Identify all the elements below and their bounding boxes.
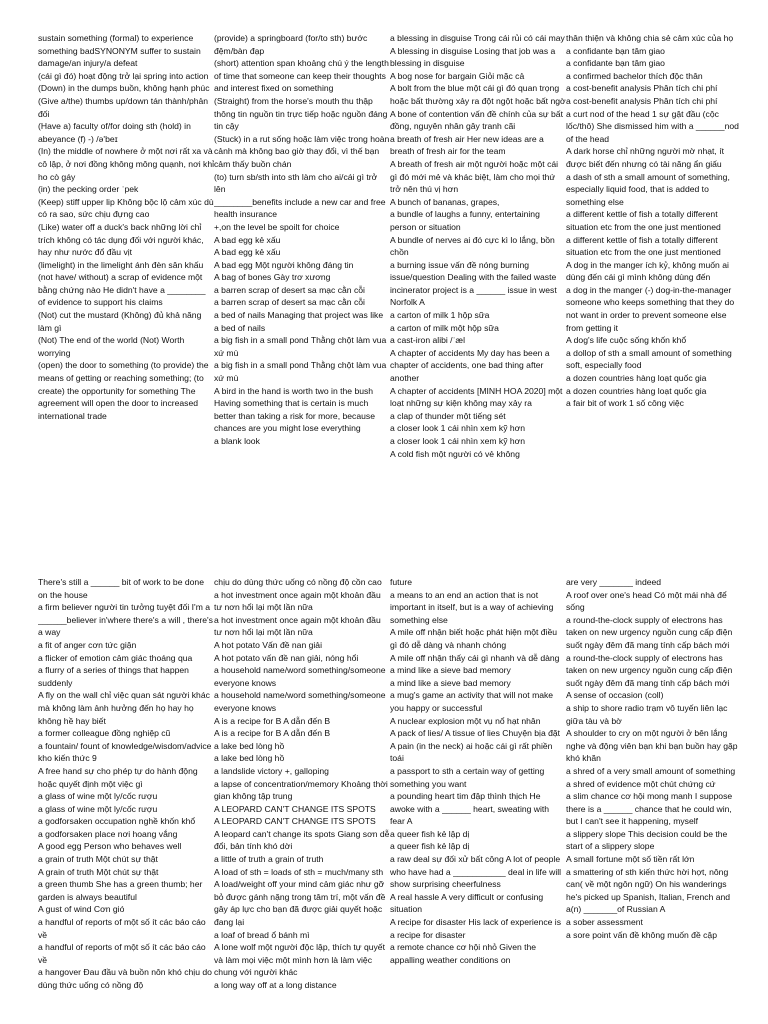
vocab-entry: A nuclear explosion một vụ nổ hạt nhân	[390, 715, 541, 726]
vocab-entry: a flicker of emotion cảm giác thoáng qua	[38, 652, 193, 663]
vocab-entry: A grain of truth Một chút sự thật	[38, 866, 159, 877]
vocab-entry: a ship to shore radio trạm vô tuyến liên lạc giữa tàu và bờ	[566, 702, 728, 726]
vocab-entry: a closer look 1 cái nhìn xem kỹ hơn	[390, 423, 526, 434]
vocab-entry: (to) turn sb/sth into sth làm cho ai/cái gì trở lên	[214, 171, 378, 195]
column-bottom-4	[566, 576, 742, 1024]
vocab-entry: A good egg Person who behaves well	[38, 841, 182, 852]
vocab-entry: A real hassle A very difficult or confusing situation	[390, 891, 544, 915]
vocab-entry: A roof over one's head Có một mái nhà để sống	[566, 589, 727, 613]
vocab-entry: a barren scrap of desert sa mạc cằn cỗi	[214, 284, 365, 295]
vocab-entry: (open) the door to something (to provide) the means of getting or reaching something; (to create) the opportunity for something The agreement will open the door to increased international trade	[38, 360, 209, 421]
vocab-entry: a dozen countries hàng loạt quốc gia	[566, 373, 707, 384]
vocab-entry: a dash of sth a small amount of something, especially liquid food, that is added to something else	[566, 171, 730, 207]
vocab-entry: (Not) The end of the world (Not) Worth worrying	[38, 335, 185, 358]
vocab-entry: a queer fish kẻ lập dị	[390, 841, 470, 852]
vocab-entry: a long way off at a long distance	[214, 980, 337, 990]
vocab-entry: A bunch of bananas, grapes,	[390, 196, 500, 207]
vocab-entry: A hot potato Vấn đề nan giải	[214, 639, 322, 650]
vocab-entry: A load/weight off your mind cảm giác như gỡ bỏ được gánh nặng trong tâm trí, một vấn đề gây áp lực cho bạn đã được giải quyết hoặc đang lại	[214, 879, 386, 928]
vocab-entry: A small fortune một số tiền rất lớn	[566, 854, 695, 865]
vocab-entry: A gust of wind Cơn gió	[38, 904, 125, 915]
vocab-entry: a queer fish kẻ lập dị	[390, 828, 470, 839]
column-top-3	[390, 32, 566, 512]
vocab-entry: There's still a ______ bit of work to be done on the house	[38, 577, 204, 600]
vocab-entry: a passport to sth a certain way of getting something you want	[390, 765, 545, 789]
vocab-entry: a glass of wine một ly/cốc rượu	[38, 803, 158, 814]
vocab-entry: A leopard can't change its spots Giang sơn dễ đổi, bản tính khó dời	[214, 828, 390, 852]
vocab-entry: sustain something (formal) to experience something badSYNONYM suffer to sustain damage/an injury/a defeat	[38, 33, 201, 69]
vocab-entry: a lake bed lòng hồ	[214, 740, 285, 751]
column-top-2	[214, 32, 390, 512]
vocab-entry: a godforsaken occupation nghề khốn khổ	[38, 816, 196, 827]
vocab-entry: A chapter of accidents My day has been a chapter of accidents, one bad thing after another	[390, 347, 550, 384]
vocab-entry: A is a recipe for B A dẫn đến B	[214, 715, 331, 726]
vocab-entry: (Not) cut the mustard (Không) đủ khả năng làm gì	[38, 310, 202, 333]
vocab-entry: A hot potato vấn đề nan giải, nóng hổi	[214, 652, 359, 663]
vocab-entry: a mind like a sieve bad memory	[390, 665, 511, 676]
vocab-entry: A blessing in disguise Losing that job was a blessing in disguise	[390, 45, 556, 69]
vocab-entry: A bad egg kẻ xấu	[214, 234, 281, 245]
vocab-entry: A dog in the manger ích kỷ, không muốn ai dùng đến cái gì mình không dùng đến	[566, 259, 729, 283]
column-bottom-3	[390, 576, 566, 1024]
vocab-entry: a smattering of sth kiến thức hời hợt, nông can( về một ngôn ngữ) On his wanderings he's picked up Spanish, Italian, French and a(n) _______of Russian A	[566, 866, 731, 915]
vocab-entry: a mind like a sieve bad memory	[390, 677, 511, 688]
vocab-entry: A dog's life cuộc sống khốn khổ	[566, 335, 687, 346]
vocab-entry: (Stuck) in a rut sống hoặc làm việc trong hoàn cảnh mà không bao giờ thay đổi, vì thế bạn cảm thấy buồn chán	[214, 133, 390, 169]
vocab-entry: a different kettle of fish a totally different situation etc from the one just mentioned	[566, 209, 721, 232]
vocab-entry: A lone wolf một người độc lập, thích tự quyết và làm mọi việc một mình hơn là làm việc chung với người khác	[214, 942, 385, 978]
vocab-entry: A bird in the hand is worth two in the bush Having something that is certain is much better than taking a risk for more, because chances are you might lose everything	[214, 385, 375, 434]
vocab-entry: a green thumb She has a green thumb; her garden is always beautiful	[38, 879, 203, 902]
vocab-entry: (limelight) in the limelight ánh đèn sân khấu	[38, 259, 204, 270]
vocab-entry: a blank look	[214, 436, 260, 446]
vocab-entry: a pounding heart tim đập thình thịch He awoke with a ______ heart, sweating with fear A	[390, 791, 550, 827]
vocab-entry: A bolt from the blue một cái gì đó quan trọng hoặc bất thường xảy ra đột ngột hoặc bất ngờ	[390, 83, 566, 106]
vocab-entry: A sense of occasion (coll)	[566, 690, 664, 701]
vocab-entry: a hangover Đau đầu và buồn nôn khó chịu do dùng thức uống có nồng độ	[38, 967, 212, 990]
vocab-entry: a different kettle of fish a totally different situation etc from the one just mentioned	[566, 234, 721, 258]
vocab-entry: (Give a/the) thumbs up/down tán thành/phản đối	[38, 95, 209, 119]
top-section	[0, 32, 768, 512]
vocab-entry: a dollop of sth a small amount of something soft, especially food	[566, 347, 732, 371]
vocab-entry: A bad egg kẻ xấu	[214, 247, 281, 258]
vocab-entry: a glass of wine một ly/cốc rượu	[38, 791, 158, 802]
vocab-entry: a former colleague đồng nghiệp cũ	[38, 728, 171, 739]
vocab-entry: a shred of a very small amount of something	[566, 765, 736, 776]
vocab-entry: (not have/ without) a scrap of evidence một bằng chứng nào He didn't have a ________ of evidence to support his claims	[38, 272, 206, 308]
vocab-entry: a confirmed bachelor thích độc thân	[566, 70, 703, 81]
vocab-entry: are very _______ indeed	[566, 577, 662, 587]
vocab-entry: a round-the-clock supply of electrons has taken on new urgency nguồn cung cấp điện suốt ngày đêm đã mang tính cấp bách mới	[566, 614, 733, 650]
vocab-entry: a sober assessment	[566, 917, 643, 928]
vocab-entry: A cold fish một người có vẻ không	[390, 448, 520, 459]
vocab-entry: a hot investment once again một khoản đầu tư nơn hổi lại một lần nữa	[214, 614, 381, 638]
vocab-entry: A mile off nhận thấy cái gì nhanh và dễ dàng	[390, 652, 560, 663]
vocab-entry: a round-the-clock supply of electrons has taken on new urgency nguồn cung cấp điện suốt ngày đêm đã mang tính cấp bách mới	[566, 652, 733, 688]
vocab-entry: a handful of reports of một số ít các báo cáo về	[38, 942, 206, 965]
vocab-entry: (Keep) stiff upper lip Không bộc lộ cảm xúc dù có ra sao, sức chịu đựng cao	[38, 196, 214, 220]
column-top-1	[38, 32, 214, 512]
vocab-entry: thân thiện và không chia sẻ cảm xúc của họ	[566, 33, 734, 43]
vocab-entry: (in) the pecking order ˈpek	[38, 184, 139, 195]
vocab-entry: a big fish in a small pond Thằng chột làm vua xứ mù	[214, 360, 387, 384]
vocab-entry: a breath of fresh air Her new ideas are a breath of fresh air for the team	[390, 133, 544, 157]
vocab-entry: (Have a) faculty of/for doing sth (hold) in abeyance (f) -) /ə'beɪ	[38, 121, 191, 144]
vocab-entry: a hot investment once again một khoản đầu tư nơn hổi lại một lần nữa	[214, 589, 381, 613]
vocab-entry: future	[390, 577, 412, 587]
vocab-entry: a cost-benefit analysis Phân tích chi phí	[566, 83, 718, 94]
vocab-entry: a remote chance cơ hội nhỏ Given the appalling weather conditions on	[390, 942, 537, 965]
vocab-entry: a flurry of a series of things that happen suddenly	[38, 665, 189, 688]
vocab-entry: A mile off nhận biết hoặc phát hiện một điều gì đó dễ dàng và nhanh chóng	[390, 627, 558, 650]
vocab-entry: a cost-benefit analysis Phân tích chi phí	[566, 95, 718, 106]
vocab-entry: A pain (in the neck) ai hoặc cái gì rất phiền toái	[390, 740, 553, 764]
vocab-entry: A bone of contention vấn đề chính của sự bất đồng, nguyên nhân gây tranh cãi	[390, 108, 563, 132]
vocab-entry: a bed of nails Managing that project was like a bed of nails	[214, 310, 384, 333]
vocab-entry: A shoulder to cry on một người ở bên lắng nghe và động viên bạn khi bạn buồn hay gặp khó khăn	[566, 728, 738, 764]
vocab-entry: A bad egg Một người không đáng tin	[214, 259, 354, 270]
vocab-entry: (Like) water off a duck's back những lời chỉ trích không có tác dụng đối với người khác, hay như nước đổ đầu vịt	[38, 221, 204, 258]
vocab-entry: a barren scrap of desert sa mạc cằn cỗi	[214, 297, 365, 308]
vocab-entry: chịu do dùng thức uống có nồng độ cồn cao	[214, 577, 382, 587]
vocab-entry: A free hand sự cho phép tự do hành động hoặc quyết định một việc gì	[38, 765, 198, 789]
vocab-entry: a burning issue vấn đề nóng burning issue/question Dealing with the failed waste incinerator project is a ______ issue in west Norfolk A	[390, 259, 557, 308]
vocab-entry: a curt nod of the head 1 sự gật đầu (cộc lốc/thô) She dismissed him with a ______nod of the head	[566, 108, 739, 144]
vocab-entry: +,on the level be spoilt for choice	[214, 221, 340, 232]
vocab-entry: a dog in the manger (-) dog-in-the-manager someone who keeps something that they do not want in order to prevent someone else from getting it	[566, 284, 735, 333]
vocab-entry: a fit of anger cơn tức giận	[38, 639, 137, 650]
vocab-entry: (short) attention span khoảng chú ý the length of time that someone can keep their thoughts and interest fixed on something	[214, 58, 389, 94]
column-top-4	[566, 32, 742, 512]
column-bottom-1	[38, 576, 214, 1024]
column-bottom-2	[214, 576, 390, 1024]
vocab-entry: a mug's game an activity that will not make you happy or successful	[390, 690, 554, 713]
vocab-entry: a big fish in a small pond Thằng chột làm vua xứ mù	[214, 335, 387, 358]
vocab-entry: a firm believer người tin tưởng tuyệt đối I'm a ______believer in'where there's a will , there's a way	[38, 602, 213, 638]
vocab-entry: (Straight) from the horse's mouth thu thập thông tin nguồn tin trực tiếp hoặc nguồn đáng tin cậy	[214, 95, 388, 132]
vocab-entry: a confidante bạn tâm giao	[566, 45, 665, 56]
vocab-entry: a means to an end an action that is not important in itself, but is a way of achieving something else	[390, 589, 554, 625]
vocab-entry: ________benefits include a new car and free health insurance	[214, 196, 386, 220]
vocab-entry: a sore point vấn đề không muốn đề cập	[566, 929, 717, 940]
vocab-entry: a cast-iron alibi /ˈæl	[390, 335, 465, 346]
vocab-entry: a landslide victory +, galloping	[214, 765, 329, 776]
vocab-entry: a lapse of concentration/memory Khoảng thời gian không tập trung	[214, 778, 388, 802]
vocab-entry: A bundle of nerves ai đó cực kì lo lắng, bồn chồn	[390, 234, 555, 258]
vocab-entry: A bag of bones Gày trơ xương	[214, 272, 331, 283]
vocab-entry: (provide) a springboard (for/to sth) bước đệm/bàn đạp	[214, 33, 368, 56]
vocab-entry: (Down) in the dumps buồn, không hạnh phúc	[38, 83, 210, 94]
vocab-entry: a blessing in disguise Trong cái rủi có cái may	[390, 33, 565, 43]
vocab-entry: a handful of reports of một số ít các báo cáo về	[38, 917, 206, 940]
vocab-entry: A load of sth = loads of sth = much/many sth	[214, 866, 384, 877]
vocab-entry: a closer look 1 cái nhìn xem kỹ hơn	[390, 436, 526, 446]
vocab-entry: A recipe for disaster His lack of experience is a recipe for disaster	[390, 917, 561, 940]
bottom-section	[0, 576, 768, 1024]
vocab-entry: a shred of evidence một chút chứng cứ	[566, 778, 716, 789]
vocab-entry: A chapter of accidents [MINH HOA 2020] một loạt những sự kiện không may xảy ra	[390, 385, 563, 409]
vocab-entry: A is a recipe for B A dẫn đến B	[214, 728, 331, 739]
vocab-entry: a lake bed lòng hồ	[214, 753, 285, 764]
vocab-entry: a clap of thunder một tiếng sét	[390, 410, 506, 421]
vocab-entry: (In) the middle of nowhere ở một nơi rất xa và cô lập, ở nơi đồng không mông quạnh, nơi khỉ ho cò gáy	[38, 146, 214, 182]
vocab-entry: a bundle of laughs a funny, entertaining person or situation	[390, 209, 540, 232]
vocab-entry: a dozen countries hàng loạt quốc gia	[566, 385, 707, 396]
vocab-entry: a carton of milk một hộp sữa	[390, 322, 499, 333]
vocab-entry: a confidante bạn tâm giao	[566, 58, 665, 69]
vocab-entry: (cái gì đó) hoạt động trở lại spring into action	[38, 70, 209, 81]
vocab-entry: A pack of lies/ A tissue of lies Chuyện bịa đặt	[390, 728, 561, 739]
vocab-entry: a household name/word something/someone everyone knows	[214, 665, 386, 688]
vocab-entry: A LEOPARD CAN'T CHANGE ITS SPOTS	[214, 816, 376, 827]
vocab-entry: a little of truth a grain of truth	[214, 854, 324, 865]
vocab-entry: A breath of fresh air một người hoặc một cái gì đó mới mẻ và khác biệt, làm cho mọi thứ trở nên thú vị hơn	[390, 158, 559, 195]
vocab-entry: a carton of milk 1 hộp sữa	[390, 310, 490, 321]
vocab-entry: a loaf of bread ổ bánh mì	[214, 929, 310, 940]
vocab-entry: a slippery slope This decision could be the start of a slippery slope	[566, 828, 728, 852]
vocab-entry: a fair bit of work 1 số công việc	[566, 398, 684, 409]
vocab-entry: a grain of truth Một chút sự thật	[38, 854, 158, 865]
vocab-entry: A dark horse chỉ những người mờ nhạt, ít được biết đến nhưng có tài năng ẩn giấu	[566, 146, 724, 169]
vocab-entry: a slim chance cơ hội mong manh I suppose there is a ______ chance that he could win, but I can't see it happening, myself	[566, 791, 733, 827]
vocab-entry: A bog nose for bargain Giỏi mặc cả	[390, 70, 525, 81]
vocab-entry: a fountain/ fount of knowledge/wisdom/advice kho kiến thức 9	[38, 740, 212, 764]
vocab-entry: a godforsaken place nơi hoang vắng	[38, 828, 178, 839]
vocab-entry: A fly on the wall chỉ việc quan sát người khác mà không làm ảnh hưởng đến họ hay họ không hề hay biết	[38, 690, 210, 726]
vocab-entry: a raw deal sự đối xử bất công A lot of people who have had a ___________ deal in life will show surprising cheerfulness	[390, 854, 562, 890]
vocab-entry: a household name/word something/someone everyone knows	[214, 690, 386, 713]
vocab-entry: A LEOPARD CAN'T CHANGE ITS SPOTS	[214, 803, 376, 814]
